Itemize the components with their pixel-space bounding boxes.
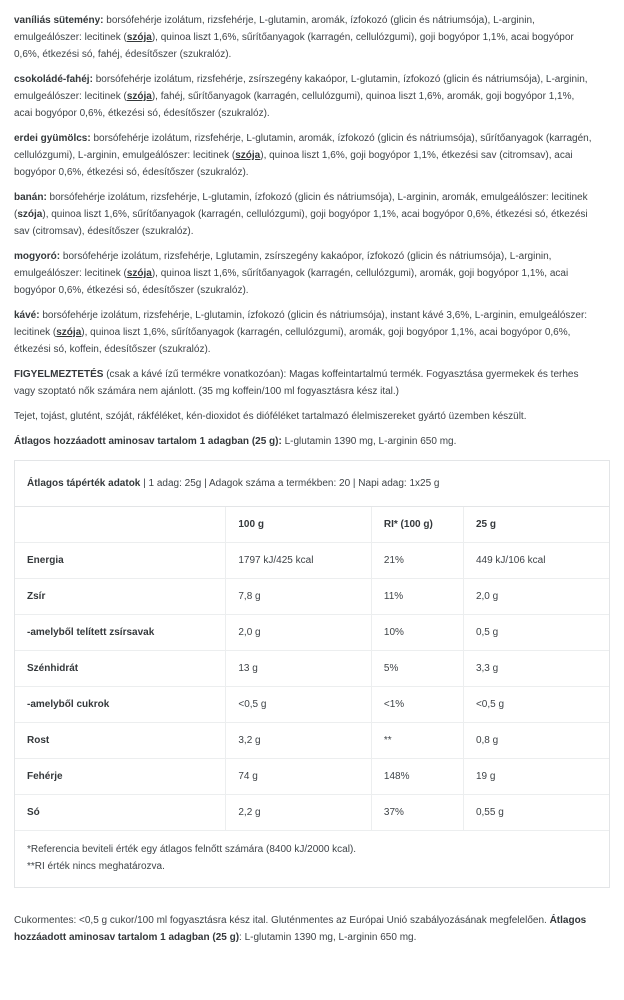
- ingredient-paragraph-banan: [14, 189, 594, 240]
- ingredient-paragraph-mogyoro: [14, 248, 594, 299]
- row-label: Szénhidrát: [15, 651, 226, 687]
- text-segment: | 1 adag: 25g | Adagok száma a termékben: 20 | Napi adag: 1x25 g: [140, 478, 440, 489]
- text-segment: ), quinoa liszt 1,6%, sűrítőanyagok (karragén, cellulózgumi), goji bogyópor 1,1%, acai bogyópor 0,6%, étkezési só, fahéj, édesítőszer (szukralóz).: [14, 32, 574, 60]
- row-label: Zsír: [15, 579, 226, 615]
- table-row: [15, 579, 609, 615]
- table-header-row: [15, 507, 609, 543]
- table-row: [15, 651, 609, 687]
- column-header: [15, 507, 226, 543]
- bold-text-segment: mogyoró:: [14, 251, 61, 262]
- text-segment: L-glutamin 1390 mg, L-arginin 650 mg.: [281, 436, 457, 447]
- footer-note: [14, 912, 594, 946]
- value-cell: 148%: [371, 759, 463, 795]
- text-segment: : L-glutamin 1390 mg, L-arginin 650 mg.: [239, 932, 417, 943]
- table-row: [15, 687, 609, 723]
- table-row: [15, 759, 609, 795]
- value-cell: <0,5 g: [226, 687, 372, 723]
- text-segment: Cukormentes: <0,5 g cukor/100 ml fogyasztásra kész ital. Gluténmentes az Európai Unió szabályozásának megfelelően.: [14, 915, 550, 926]
- amino-acid-content: [14, 433, 594, 450]
- column-header: 25 g: [463, 507, 609, 543]
- bold-text-segment: Átlagos hozzáadott aminosav tartalom 1 adagban (25 g): [14, 915, 587, 943]
- column-header: 100 g: [226, 507, 372, 543]
- text-segment: ), fahéj, sűrítőanyagok (karragén, cellulózgumi), quinoa liszt 1,6%, aromák, goji bogyópor 1,1%, acai bogyópor 0,6%, étkezési só, édesítőszer (szukralóz).: [14, 91, 575, 119]
- text-segment: borsófehérje izolátum, rizsfehérje, Lglutamin, zsírszegény kakaópor, ízfokozó (glicin és nátriumsója), L-arginin, emulgeálószer: lecitinek (: [14, 251, 552, 279]
- value-cell: 21%: [371, 543, 463, 579]
- row-label: -amelyből telített zsírsavak: [15, 615, 226, 651]
- text-segment: borsófehérje izolátum, rizsfehérje, L-glutamin, ízfokozó (glicin és nátriumsója), L-arginin, aromák, emulgeálószer: lecitinek (: [14, 192, 588, 220]
- column-header: RI* (100 g): [371, 507, 463, 543]
- allergen-highlight: szója: [126, 268, 152, 279]
- bold-text-segment: Átlagos hozzáadott aminosav tartalom 1 adagban (25 g):: [14, 436, 282, 447]
- value-cell: 37%: [371, 795, 463, 831]
- value-cell: <1%: [371, 687, 463, 723]
- bold-text-segment: Átlagos tápérték adatok: [27, 478, 141, 489]
- value-cell: 2,0 g: [226, 615, 372, 651]
- nutrition-table-card: [14, 460, 610, 888]
- value-cell: 74 g: [226, 759, 372, 795]
- nutrition-table-title: [15, 461, 609, 507]
- value-cell: 13 g: [226, 651, 372, 687]
- row-label: -amelyből cukrok: [15, 687, 226, 723]
- row-label: Fehérje: [15, 759, 226, 795]
- value-cell: 2,2 g: [226, 795, 372, 831]
- allergen-highlight: szója: [126, 32, 152, 43]
- value-cell: 11%: [371, 579, 463, 615]
- row-label: Só: [15, 795, 226, 831]
- table-row: [15, 615, 609, 651]
- text-segment: ), quinoa liszt 1,6%, goji bogyópor 1,1%, étkezési sav (citromsav), acai bogyópor 0,6%, étkezési só, édesítőszer (szukralóz).: [14, 150, 573, 178]
- value-cell: 19 g: [463, 759, 609, 795]
- bold-text-segment: kávé:: [14, 310, 40, 321]
- value-cell: 2,0 g: [463, 579, 609, 615]
- value-cell: **: [371, 723, 463, 759]
- footnote-reference-intake: *Referencia beviteli érték egy átlagos felnőtt számára (8400 kJ/2000 kcal).: [27, 844, 357, 855]
- value-cell: 7,8 g: [226, 579, 372, 615]
- ingredient-paragraph-csokolade-fahej: [14, 71, 594, 122]
- value-cell: 0,8 g: [463, 723, 609, 759]
- table-row: [15, 795, 609, 831]
- ingredient-paragraph-erdei-gyumolcs: [14, 130, 594, 181]
- table-row: [15, 543, 609, 579]
- value-cell: 5%: [371, 651, 463, 687]
- bold-text-segment: vaníliás sütemény:: [14, 15, 104, 26]
- warning-paragraph: [14, 366, 594, 400]
- allergen-highlight: szója: [126, 91, 152, 102]
- text-segment: borsófehérje izolátum, rizsfehérje, L-glutamin, aromák, ízfokozó (glicin és nátriumsója), L-arginin, emulgeálószer: lecitinek (: [14, 15, 535, 43]
- bold-text-segment: FIGYELMEZTETÉS: [14, 369, 104, 380]
- allergen-notice: Tejet, tojást, glutént, szóját, rákféléket, kén-dioxidot és dióféléket tartalmazó élelmiszereket gyártó üzemben készült.: [14, 411, 527, 422]
- text-segment: borsófehérje izolátum, rizsfehérje, zsírszegény kakaópor, L-glutamin, ízfokozó (glicin és nátriumsója), L-arginin, emulgeálószer: lecitinek (: [14, 74, 588, 102]
- ingredient-paragraph-kave: [14, 307, 594, 358]
- text-segment: (csak a kávé ízű termékre vonatkozóan): Magas koffeintartalmú termék. Fogyasztása gyermekek és terhes vagy szoptató nők számára nem ajánlott. (35 mg koffein/100 ml fogyasztásra kész ital.): [14, 369, 579, 397]
- ingredient-paragraphs: [14, 12, 594, 358]
- bold-text-segment: erdei gyümölcs:: [14, 133, 91, 144]
- text-segment: ), quinoa liszt 1,6%, sűrítőanyagok (karragén, cellulózgumi), aromák, goji bogyópor 1,1%, acai bogyópor 0,6%, étkezési só, édesítőszer (szukralóz).: [14, 268, 569, 296]
- bold-text-segment: szója: [17, 209, 43, 220]
- value-cell: <0,5 g: [463, 687, 609, 723]
- text-segment: ), quinoa liszt 1,6%, sűrítőanyagok (karragén, cellulózgumi), goji bogyópor 1,1%, acai bogyópor 0,6%, étkezési só, étkezési sav (citromsav), édesítőszer (szukralóz).: [14, 209, 588, 237]
- table-row: [15, 723, 609, 759]
- footnote-ri-undefined: **RI érték nincs meghatározva.: [27, 861, 165, 872]
- value-cell: 449 kJ/106 kcal: [463, 543, 609, 579]
- bold-text-segment: banán:: [14, 192, 47, 203]
- value-cell: 0,5 g: [463, 615, 609, 651]
- table-footnotes: [15, 830, 609, 887]
- row-label: Rost: [15, 723, 226, 759]
- allergen-highlight: szója: [235, 150, 261, 161]
- value-cell: 0,55 g: [463, 795, 609, 831]
- value-cell: 3,3 g: [463, 651, 609, 687]
- nutrition-table: [15, 507, 609, 830]
- value-cell: 10%: [371, 615, 463, 651]
- text-segment: borsófehérje izolátum, rizsfehérje, L-glutamin, aromák, ízfokozó (glicin és nátriumsója), sűrítőanyagok (karragén, cellulózgumi), L-arginin, emulgeálószer: lecitinek (: [14, 133, 592, 161]
- text-segment: ), quinoa liszt 1,6%, sűrítőanyagok (karragén, cellulózgumi), aromák, goji bogyópor 1,1%, acai bogyópor 0,6%, étkezési só, koffein, édesítőszer (szukralóz).: [14, 327, 571, 355]
- value-cell: 1797 kJ/425 kcal: [226, 543, 372, 579]
- text-segment: borsófehérje izolátum, rizsfehérje, L-glutamin, ízfokozó (glicin és nátriumsója), instant kávé 3,6%, L-arginin, emulgeálószer: lecitinek (: [14, 310, 588, 338]
- bold-text-segment: csokoládé-fahéj:: [14, 74, 93, 85]
- value-cell: 3,2 g: [226, 723, 372, 759]
- allergen-highlight: szója: [56, 327, 82, 338]
- ingredient-paragraph-vanilias-sutemeny: [14, 12, 594, 63]
- row-label: Energia: [15, 543, 226, 579]
